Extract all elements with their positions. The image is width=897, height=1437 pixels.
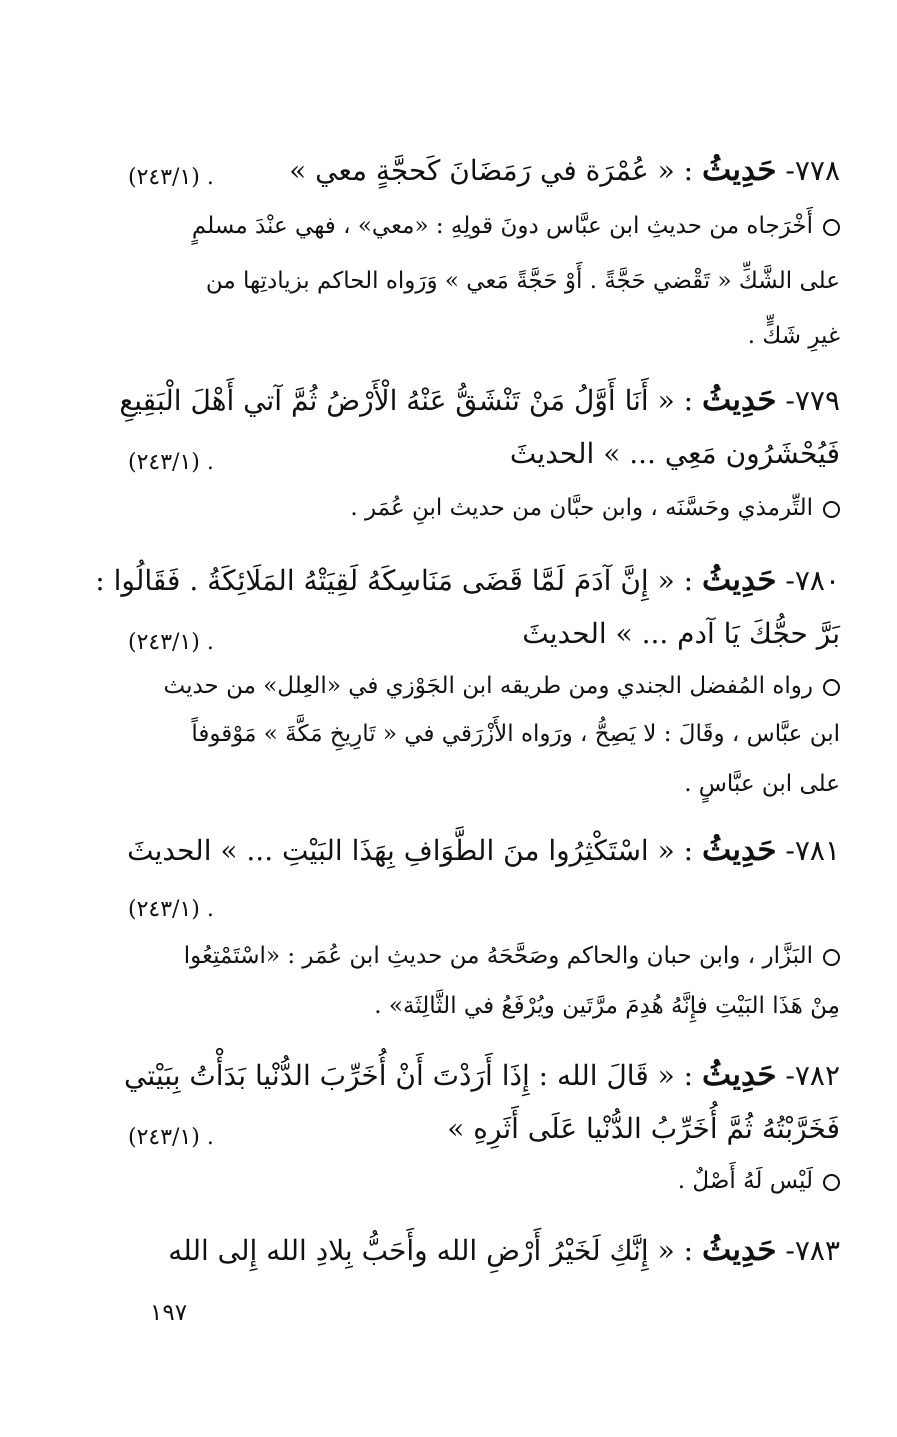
entry-reference: (٢٤٣/١) . (128, 450, 214, 475)
hadith-entry-778 (128, 152, 840, 355)
entry-number: ٧٧٨- (785, 154, 840, 187)
hadith-entry-782 (124, 1057, 840, 1210)
circle-bullet-icon (823, 219, 840, 236)
entry-keyword: حَدِيثُ (701, 832, 777, 868)
entry-note: لَيْس لَهُ أَصْلٌ . (128, 1170, 840, 1193)
entry-number: ٧٨٣- (785, 1234, 840, 1267)
entry-text: : « أَنَا أَوَّلُ مَنْ تَنْشَقُّ عَنْهُ الْأَرْضُ ثُمَّ آتي أَهْلَ الْبَقِيعِ (119, 384, 694, 417)
entry-note: البَزَّار ، وابن حبان والحاكم وصَحَّحَهُ من حديثِ ابن عُمَر : «اسْتَمْتِعُوا (128, 945, 840, 968)
entry-heading (128, 1232, 840, 1268)
page-number: ١٩٧ (150, 1300, 188, 1326)
entry-heading (119, 382, 840, 418)
entry-number: ٧٨٢- (785, 1059, 840, 1092)
entry-text-continued: بَرَّ حجُّكَ يَا آدم ... » الحديثَ (522, 617, 840, 650)
circle-bullet-icon (823, 679, 840, 696)
entry-reference: (٢٤٣/١) . (128, 165, 214, 190)
entry-heading (124, 1057, 840, 1093)
entry-note: التِّرمذي وحَسَّنَه ، وابن حبَّان من حديث ابنِ عُمَر . (128, 497, 840, 520)
entry-reference: (٢٤٣/١) . (128, 897, 214, 922)
entry-keyword: حَدِيثُ (701, 382, 777, 418)
entry-note: غيرِ شَكٍّ . (747, 323, 840, 349)
entry-keyword: حَدِيثُ (701, 562, 777, 598)
entry-text-continued: فَخَرَّبْتُهُ ثُمَّ أُخَرِّبُ الدُّنْيا عَلَى أَثَرِهِ » (447, 1112, 840, 1145)
entry-reference: (٢٤٣/١) . (128, 630, 214, 655)
entry-text: « عُمْرَة في رَمَضَانَ كَحجَّةٍ معي » (289, 154, 675, 187)
entry-heading (127, 832, 840, 868)
entry-text: : « اسْتَكْثِرُوا منَ الطَّوَافِ بِهَذَا البَيْتِ ... » الحديثَ (127, 834, 694, 867)
entry-text-continued: فَيُحْشَرُون مَعِي ... » الحديثَ (509, 437, 840, 470)
circle-bullet-icon (823, 1174, 840, 1191)
entry-number: ٧٨٠- (785, 564, 840, 597)
hadith-entry-783 (128, 1232, 840, 1285)
entry-note: أَخْرَجاه من حديثِ ابن عبَّاس دونَ قولِهِ : «معي» ، فهي عنْدَ مسلمٍ (128, 215, 840, 238)
entry-heading (95, 562, 840, 598)
entry-number: ٧٧٩- (785, 384, 840, 417)
entry-note: على ابن عبَّاسٍ . (684, 771, 840, 797)
entry-note: ابن عبَّاس ، وقَالَ : لا يَصِحُّ ، ورَواه الأَزْرَقي في « تَارِيخِ مَكَّةَ » مَوْقوفاً (191, 721, 840, 747)
entry-keyword: حَدِيثُ (701, 152, 777, 188)
entry-text: : « إِنَّكِ لَخَيْرُ أَرْضِ الله وأَحَبُّ بِلادِ الله إِلى الله (168, 1234, 694, 1267)
entry-number: ٧٨١- (785, 834, 840, 867)
hadith-entry-781 (127, 832, 840, 1025)
hadith-entry-779 (119, 382, 840, 525)
entry-note: رواه المُفضل الجندي ومن طريقه ابن الجَوْزي في «العِلل» من حديث (128, 675, 840, 698)
circle-bullet-icon (823, 501, 840, 518)
entry-keyword: حَدِيثُ (701, 1057, 777, 1093)
entry-heading: ٧٧٨- حَدِيثُ : « عُمْرَة في رَمَضَانَ كَحجَّةٍ معي » (289, 152, 840, 188)
entry-keyword: حَدِيثُ (701, 1232, 777, 1268)
hadith-entry-780 (95, 562, 840, 797)
entry-reference: (٢٤٣/١) . (128, 1125, 214, 1150)
entry-note: على الشَّكِّ « تَقْضي حَجَّةً . أَوْ حَجَّةً مَعي » وَرَواه الحاكم بزيادتِها من (205, 268, 840, 294)
circle-bullet-icon (823, 949, 840, 966)
entry-text: : « قَالَ الله : إِذَا أَرَدْتَ أَنْ أُخَرِّبَ الدُّنْيا بَدَأْتُ بِبَيْتي (124, 1059, 694, 1092)
entry-text: : « إِنَّ آدَمَ لَمَّا قَضَى مَنَاسِكَهُ لَقِيَتْهُ المَلَائِكَةُ . فَقَالُوا : (95, 564, 694, 597)
entry-note: مِنْ هَذَا البَيْتِ فإِنَّهُ هُدِمَ مرَّتَين ويُرْفَعُ في الثَّالِثَة» . (374, 993, 840, 1019)
